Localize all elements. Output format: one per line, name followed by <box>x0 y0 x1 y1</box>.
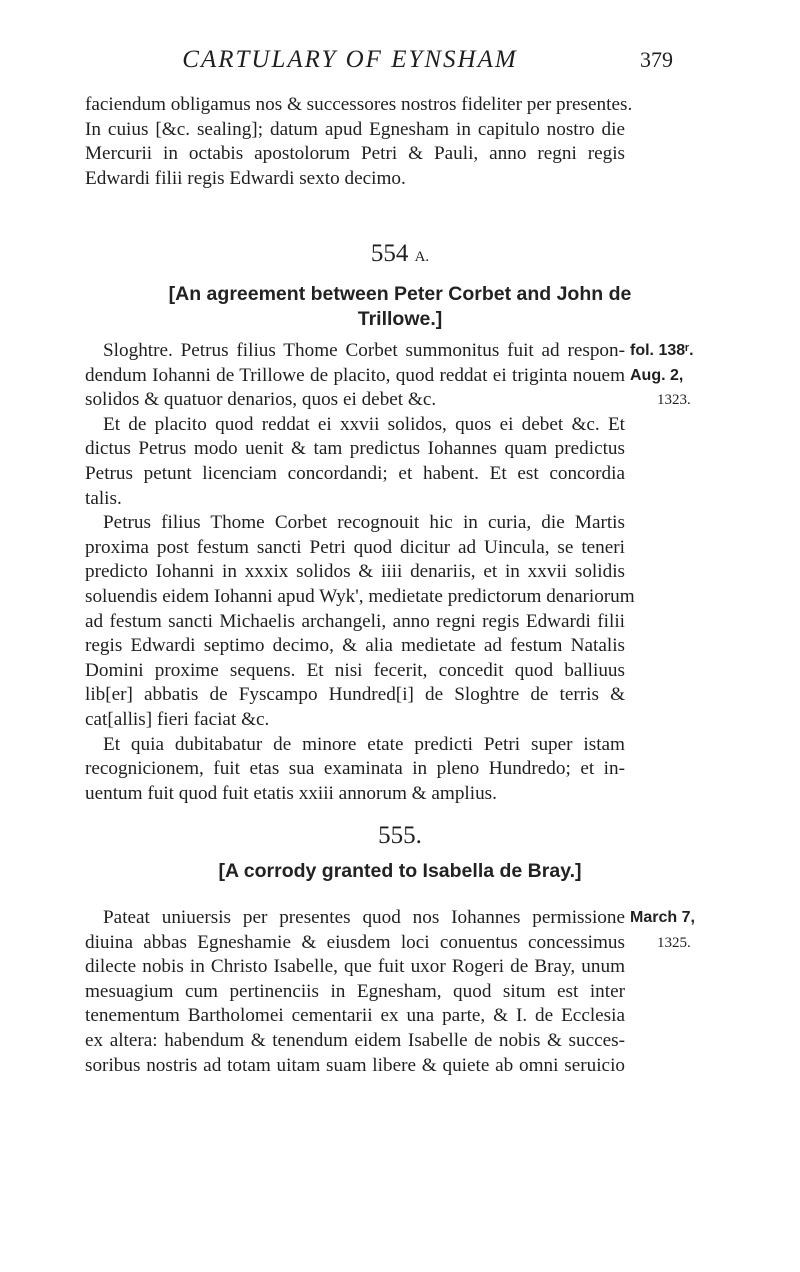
text-line: dendum Iohanni de Trillowe de placito, quod reddat ei triginta nouem <box>85 364 625 386</box>
text-line: dilecte nobis in Christo Isabelle, que fuit uxor Rogeri de Bray, unum <box>85 956 625 978</box>
text-line: Edwardi filii regis Edwardi sexto decimo. <box>85 167 406 189</box>
entry-555-title <box>0 859 800 884</box>
title-line: [An agreement between Peter Corbet and John de <box>168 283 632 305</box>
text-line: Mercurii in octabis apostolorum Petri & Pauli, anno regni regis <box>85 143 625 165</box>
text-line: ad festum sancti Michaelis archangeli, anno regni regis Edwardi filii <box>85 610 625 632</box>
text-line: Domini proxime sequens. Et nisi fecerit, concedit quod balliuus <box>85 659 625 681</box>
text-line: proxima post festum sancti Petri quod dicitur ad Uincula, se teneri <box>85 536 625 558</box>
entry-554a-title <box>0 282 800 332</box>
margin-year: 1323. <box>657 392 691 409</box>
text-line: Sloghtre. Petrus filius Thome Corbet summonitus fuit ad respon- <box>103 340 625 361</box>
entry-555-number <box>0 822 800 850</box>
entry-554a-body <box>85 339 635 806</box>
text-line: Et de placito quod reddat ei xxvii solidos, quos ei debet &c. Et <box>103 413 625 435</box>
margin-date: March 7, <box>630 909 695 926</box>
title-line: [A corrody granted to Isabella de Bray.] <box>218 860 582 882</box>
entry-555-margin-note <box>630 906 695 955</box>
text-line: ex altera: habendum & tenendum eidem Isabelle de nobis & succes- <box>85 1029 625 1051</box>
entry-number: 555. <box>378 822 422 849</box>
running-head <box>0 46 800 76</box>
text-line: cat[allis] fieri faciat &c. <box>85 708 270 730</box>
text-line: lib[er] abbatis de Fyscampo Hundred[i] de Sloghtre de terris & <box>85 684 625 706</box>
entry-number-suffix: A. <box>414 249 430 265</box>
text-line: diuina abbas Egneshamie & eiusdem loci conuentus concessimus <box>85 931 625 953</box>
text-line: mesuagium cum pertinenciis in Egnesham, quod situm est inter <box>85 980 625 1002</box>
text-line: tenementum Bartholomei cementarii ex una parte, & I. de Ecclesia <box>85 1005 625 1027</box>
text-line: Petrus filius Thome Corbet recognouit hic in curia, die Martis <box>103 512 625 534</box>
entry-554a-number <box>0 240 800 268</box>
text-line: recognicionem, fuit etas sua examinata in pleno Hundredo; et in- <box>85 758 625 780</box>
text-line: predicto Iohanni in xxxix solidos & iiii denariis, et in xxvii solidis <box>85 561 625 583</box>
title-line: Trillowe.] <box>357 308 443 330</box>
text-line: Petrus petunt licenciam concordandi; et habent. Et est concordia <box>85 462 625 484</box>
margin-year: 1325. <box>657 934 691 951</box>
text-line: soluendis eidem Iohanni apud Wyk', medietate predictorum denariorum <box>85 585 635 607</box>
text-line: solidos & quatuor denarios, quos ei debet &c. <box>85 389 437 411</box>
entry-number: 554 <box>370 240 409 267</box>
text-line: regis Edwardi septimo decimo, & alia medietate ad festum Natalis <box>85 635 625 657</box>
text-line: Pateat uniuersis per presentes quod nos Iohannes permissione <box>103 907 625 928</box>
text-line: dictus Petrus modo uenit & tam predictus Iohannes quam predictus <box>85 438 625 460</box>
text-line: uentum fuit quod fuit etatis xxiii annorum & amplius. <box>85 782 497 804</box>
entry-554a-margin-note <box>630 339 694 413</box>
entry-555-body <box>85 906 625 1078</box>
text-line: In cuius [&c. sealing]; datum apud Egnesham in capitulo nostro die <box>85 118 625 140</box>
page-number: 379 <box>640 47 673 72</box>
folio-reference: fol. 138ʳ. <box>630 342 694 359</box>
opening-paragraph <box>85 93 633 191</box>
running-title: CARTULARY OF EYNSHAM <box>182 46 518 73</box>
text-line: faciendum obligamus nos & successores nostros fideliter per presentes. <box>85 94 633 115</box>
text-line: Et quia dubitabatur de minore etate predicti Petri super istam <box>103 733 625 755</box>
margin-date: Aug. 2, <box>630 366 684 384</box>
text-line: talis. <box>85 487 122 509</box>
text-line: soribus nostris ad totam uitam suam libere & quiete ab omni seruicio <box>85 1054 625 1076</box>
